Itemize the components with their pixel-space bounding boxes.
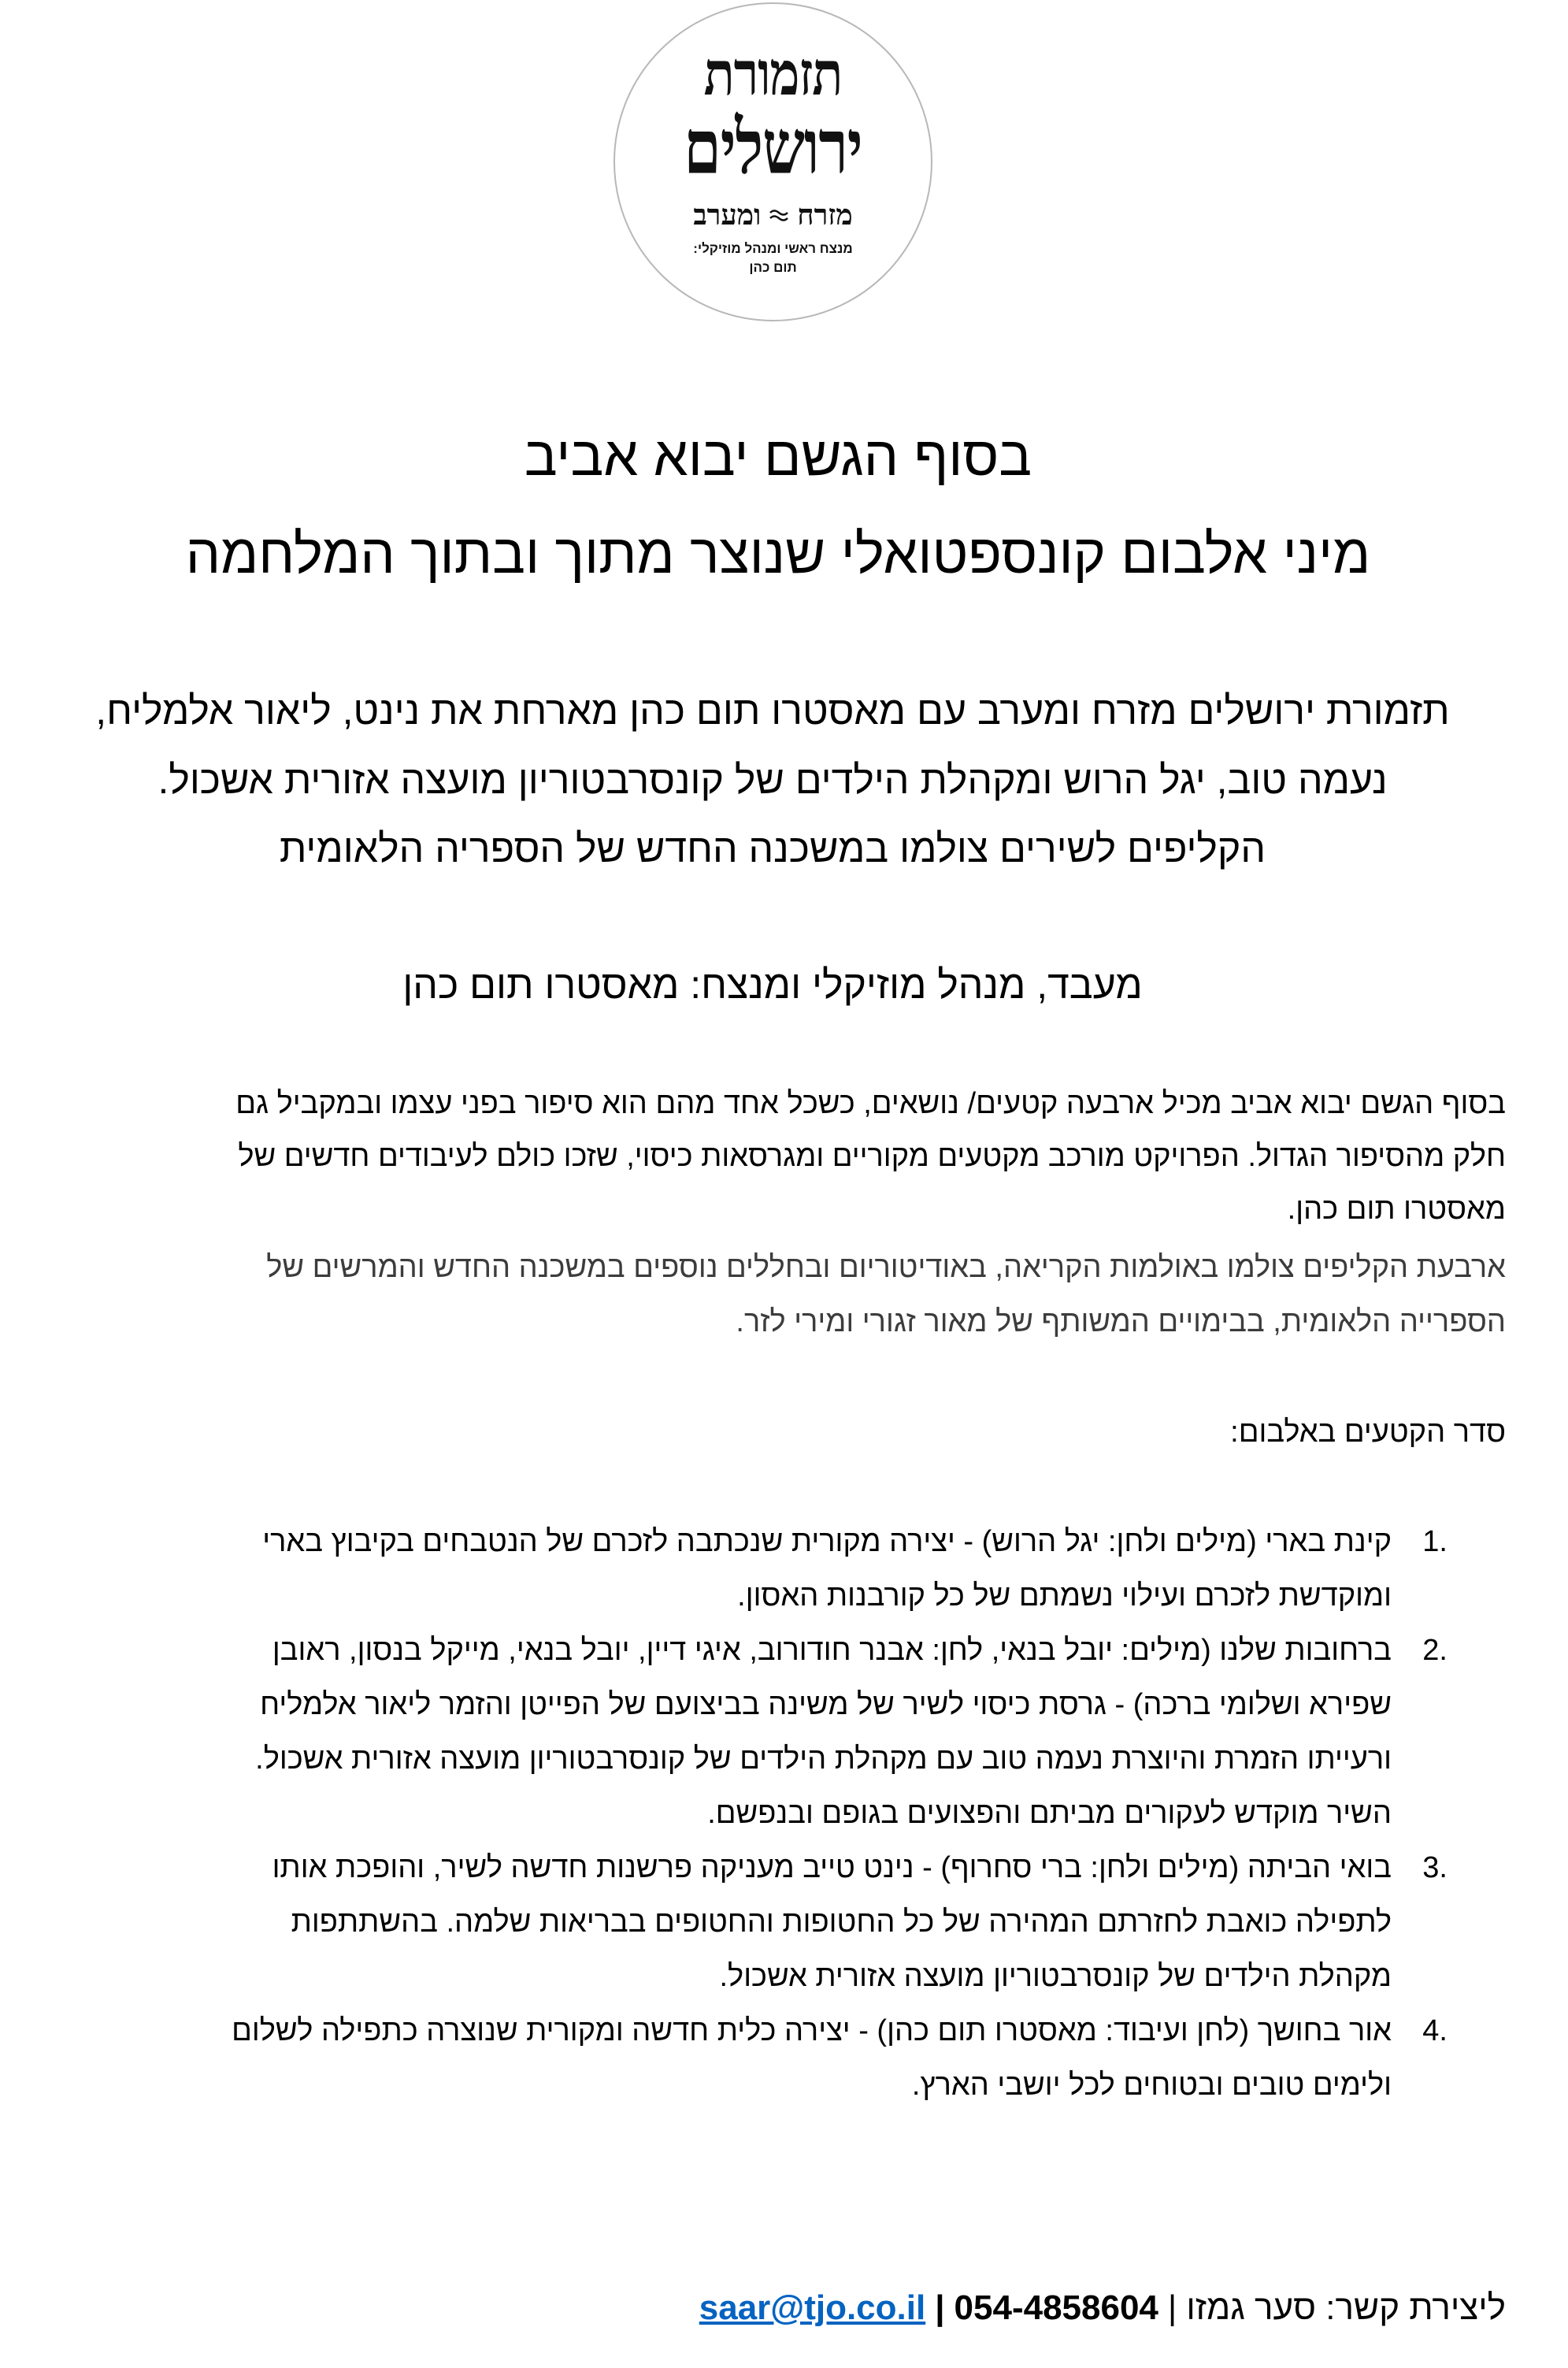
list-item [71,1515,1448,1624]
orchestra-logo [613,2,932,321]
list-number: 4. [1422,2014,1448,2047]
paragraph-line: בסוף הגשם יבוא אביב מכיל ארבעה קטעים/ נושאים, כשכל אחד מהם הוא סיפור בפני עצמו ובמקביל גם [235,1087,1506,1120]
intro-line: תזמורת ירושלים מזרח ומערב עם מאסטרו תום כהן מארחת את נינט, ליאור אלמליח, [95,689,1450,733]
logo-east: מזרח [797,199,853,232]
list-item-line: ומוקדשת לזכרם ועילוי נשמתם של כל קורבנות האסון. [737,1579,1392,1613]
intro-line: נעמה טוב, יגל הרוש ומקהלת הילדים של קונסרבטוריון מועצה אזורית אשכול. [158,758,1388,802]
list-item-line: אור בחושך (לחן ועיבוד: מאסטרו תום כהן) - יצירה כלית חדשה ומקורית שנוצרה כתפילה לשלום [232,2014,1392,2047]
list-item-line: קינת בארי (מילים ולחן: יגל הרוש) - יצירה מקורית שנכתבה לזכרם של הנטבחים בקיבוץ בארי [262,1525,1392,1558]
list-number: 2. [1422,1634,1448,1667]
paragraph-line: מאסטרו תום כהן. [1287,1193,1506,1226]
logo-line-east-west [615,196,931,234]
list-item-line: שפירא ושלומי ברכה) - גרסת כיסוי לשיר של משינה בביצועם של הפייטן והזמר ליאור אלמליח [260,1688,1392,1721]
logo-west: ומערב [693,199,762,232]
list-item [71,1841,1448,2004]
list-item-line: ברחובות שלנו (מילים: יובל בנאי, לחן: אבנר חודורוב, איגי דיין, יובל בנאי, מייקל בנסון, ראובן [272,1634,1392,1667]
list-item [71,1624,1448,1841]
logo-conductor-label: מנצח ראשי ומנהל מוזיקלי: [693,241,853,256]
paragraph-line: ארבעת הקליפים צולמו באולמות הקריאה, באודיטוריום ובחללים נוספים במשכנה החדש והמרשים של [266,1251,1506,1284]
list-number: 3. [1422,1851,1448,1884]
logo-line-jerusalem: ירושלים [684,102,862,191]
contact-email-link[interactable]: saar@tjo.co.il [699,2288,926,2327]
contact-separator: | [1167,2288,1177,2327]
list-item-line: ורעייתו הזמרת והיוצרת נעמה טוב עם מקהלת הילדים של קונסרבטוריון מועצה אזורית אשכול. [255,1743,1392,1776]
body-paragraph-clips [63,1241,1506,1349]
logo-line-orchestra: תזמורת [703,39,843,110]
intro-line: הקליפים לשירים צולמו במשכנה החדש של הספריה הלאומית [279,826,1266,870]
paragraph-line: הספרייה הלאומית, בבימויים המשותף של מאור זגורי ומירי לזר. [736,1305,1506,1338]
wave-divider-icon [769,207,789,223]
list-item-line: ולימים טובים ובטוחים לכל יושבי הארץ. [911,2069,1392,2102]
logo-conductor-name: תום כהן [749,260,797,275]
list-item-line: השיר מוקדש לעקורים מביתם והפצועים בגופם ובנפשם. [707,1797,1392,1830]
contact-footer [699,2284,1506,2332]
list-item-line: מקהלת הילדים של קונסרבטוריון מועצה אזורית אשכול. [719,1960,1392,1993]
body-paragraph [63,1078,1506,1236]
tracklist [71,1515,1448,2113]
list-number: 1. [1422,1525,1448,1558]
contact-phone: 054-4858604 [954,2288,1158,2327]
list-item-line: לתפילה כואבת לחזרתם המהירה של כל החטופות והחטופים בבריאות שלמה. בהשתתפות [291,1906,1392,1939]
list-item [71,2004,1448,2113]
credit-line: מעבד, מנהל מוזיקלי ומנצח: מאסטרו תום כהן [402,963,1143,1007]
page-title: בסוף הגשם יבוא אביב [524,425,1032,487]
paragraph-line: חלק מהסיפור הגדול. הפרויקט מורכב מקטעים מקוריים ומגרסאות כיסוי, שזכו כולם לעיבודים חדשים של [238,1140,1506,1173]
list-item-line: בואי הביתה (מילים ולחן: ברי סחרוף) - נינט טייב מעניקה פרשנות חדשה לשיר, והופכת אותו [272,1851,1392,1884]
tracklist-heading: סדר הקטעים באלבום: [1230,1416,1506,1449]
page-subtitle: מיני אלבום קונספטואלי שנוצר מתוך ובתוך המלחמה [185,523,1371,585]
contact-separator: | [935,2288,945,2327]
contact-label: ליצירת קשר: סער גמזו [1186,2288,1506,2327]
